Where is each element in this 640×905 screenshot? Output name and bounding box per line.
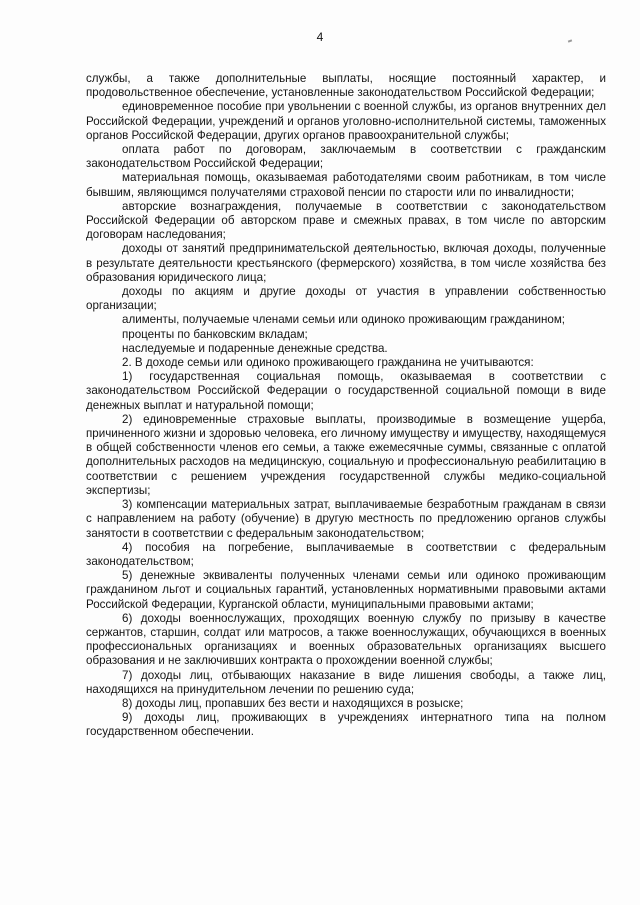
page-number: 4 <box>316 30 324 44</box>
paragraph: авторские вознаграждения, получаемые в соответствии с законодательством Российской Федерации об авторском праве и смежных правах, в том числе по авторским договорам наследования; <box>86 199 606 242</box>
paragraph: доходы по акциям и другие доходы от участия в управлении собственностью организации; <box>86 285 606 313</box>
paragraph: 6) доходы военнослужащих, проходящих военную службу по призыву в качестве сержантов, старшин, солдат или матросов, а также военнослужащих, обучающихся в военных профессиональных организациях и военных образовательных организациях высшего образования и не заключивших контракта о прохождении военной службы; <box>86 611 606 668</box>
paragraph: алименты, получаемые членами семьи или одиноко проживающим гражданином; <box>122 313 566 327</box>
paragraph: материальная помощь, оказываемая работодателями своим работникам, в том числе бывшим, являющимся получателями страховой пенсии по старости или по инвалидности; <box>86 171 606 199</box>
document-body <box>86 72 606 740</box>
paragraph: 4) пособия на погребение, выплачиваемые в соответствии с федеральным законодательством; <box>86 540 606 568</box>
paragraph: 2. В доходе семьи или одиноко проживающего гражданина не учитываются: <box>122 356 534 370</box>
paragraph: 7) доходы лиц, отбывающих наказание в виде лишения свободы, а также лиц, находящихся на принудительном лечении по решению суда; <box>86 668 606 696</box>
paragraph: 9) доходы лиц, проживающих в учреждениях интернатного типа на полном государственном обеспечении. <box>86 711 606 739</box>
paragraph: 8) доходы лиц, пропавших без вести и находящихся в розыске; <box>122 696 464 710</box>
paragraph: 1) государственная социальная помощь, оказываемая в соответствии с законодательством Российской Федерации о государственной социальной помощи в виде денежных выплат и натуральной помощи; <box>86 370 606 412</box>
paragraph: оплата работ по договорам, заключаемым в соответствии с гражданским законодательством Российской Федерации; <box>86 143 606 171</box>
paragraph: доходы от занятий предпринимательской деятельностью, включая доходы, полученные в результате деятельности крестьянского (фермерского) хозяйства, в том числе хозяйства без образования юридического лица; <box>86 242 606 284</box>
paragraph: службы, а также дополнительные выплаты, носящие постоянный характер, и продовольственное обеспечение, установленные законодательством Российской Федерации; <box>86 72 606 100</box>
paragraph: 2) единовременные страховые выплаты, производимые в возмещение ущерба, причиненного жизни и здоровью человека, его личному имуществу и имуществу, находящемуся в общей собственности членов его семьи, а также ежемесячные суммы, связанные с оплатой дополнительных расходов на медицинскую, социальную и профессиональную реабилитацию в соответствии с решением учреждения государственной службы медико-социальной экспертизы; <box>86 412 606 497</box>
paragraph: 5) денежные эквиваленты полученных членами семьи или одиноко проживающим гражданином льгот и социальных гарантий, установленных нормативными правовыми актами Российской Федерации, Курганской области, муниципальными правовыми актами; <box>86 569 606 611</box>
paragraph: единовременное пособие при увольнении с военной службы, из органов внутренних дел Российской Федерации, учреждений и органов уголовно-исполнительной системы, таможенных органов Российской Федерации, других органов правоохранительной службы; <box>86 100 606 142</box>
paragraph: наследуемые и подаренные денежные средства. <box>122 341 388 355</box>
paragraph: проценты по банковским вкладам; <box>122 327 308 341</box>
paragraph: 3) компенсации материальных затрат, выплачиваемые безработным гражданам в связи с направлением на работу (обучение) в другую местность по предложению органов службы занятости в соответствии с федеральным законодательством; <box>86 498 606 540</box>
